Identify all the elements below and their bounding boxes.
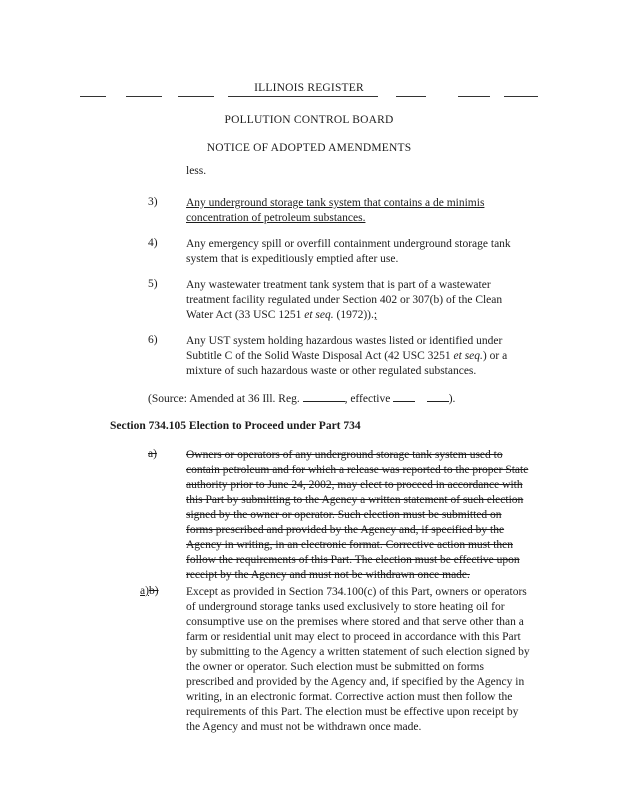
- item-line: concentration of petroleum substances.: [186, 212, 366, 224]
- paragraph-line: consumptive use on the premises where stored and that serve other than a: [186, 616, 524, 628]
- paragraph-line: the Agency and must not be withdrawn once made.: [186, 721, 422, 733]
- item-line: Any underground storage tank system that contains a de minimis: [186, 197, 485, 209]
- header-rule-segment: [228, 96, 378, 97]
- item-text: [186, 334, 556, 379]
- item-text: [186, 278, 556, 323]
- paragraph-line: this Part by submitting to the Agency a written statement of such election: [186, 494, 524, 506]
- item-line: Any emergency spill or overfill containment underground storage tank: [186, 238, 511, 250]
- paragraph-line: contain petroleum and for which a release was reported to the proper State: [186, 464, 529, 476]
- paragraph-line: Owners or operators of any underground storage tank system used to: [186, 449, 503, 461]
- paragraph-line: requirements of this Part. The election must be effective upon receipt by: [186, 706, 519, 718]
- paragraph-line: receipt by the Agency and must not be withdrawn once made.: [186, 569, 470, 581]
- continuation-text: less.: [186, 165, 207, 177]
- header-rule-segment: [126, 96, 162, 97]
- source-note: (Source: Amended at 36 Ill. Reg. , effective ).: [148, 390, 455, 407]
- item-text: [186, 237, 556, 267]
- header-rule-segment: [458, 96, 490, 97]
- item-line: Any UST system holding hazardous wastes listed or identified under: [186, 335, 503, 347]
- notice-title: NOTICE OF ADOPTED AMENDMENTS: [206, 142, 412, 154]
- header-rule-segment: [396, 96, 426, 97]
- paragraph-line: prescribed and provided by the Agency and, if specified by the Agency in: [186, 676, 525, 688]
- blank-volume: [303, 390, 345, 402]
- section-heading: Section 734.105 Election to Proceed under Part 734: [110, 420, 361, 432]
- paragraph-line: of underground storage tanks used exclusively to store heating oil for: [186, 601, 505, 613]
- blank-date: [427, 390, 449, 402]
- paragraph-line: farm or residential unit may elect to proceed in accordance with this Part: [186, 631, 521, 643]
- paragraph-line: follow the requirements of this Part. The election must be effective upon: [186, 554, 520, 566]
- paragraph-line: authority prior to June 24, 2002, may elect to proceed in accordance with: [186, 479, 523, 491]
- item-number: 3): [148, 196, 158, 208]
- paragraph-line: forms prescribed and provided by the Agency and, if specified by the: [186, 524, 505, 536]
- paragraph-line: signed by the owner or operator. Such election must be submitted on: [186, 509, 502, 521]
- paragraph-b-text: [186, 585, 546, 735]
- item-number: 6): [148, 334, 158, 346]
- paragraph-label-a: a): [148, 448, 157, 460]
- item-line: Any wastewater treatment tank system that is part of a wastewater: [186, 279, 491, 291]
- header-rule-segment: [178, 96, 214, 97]
- item-line: treatment facility regulated under Section 402 or 307(b) of the Clean: [186, 294, 503, 306]
- item-line: mixture of such hazardous waste or other regulated substances.: [186, 365, 477, 377]
- paragraph-line: the owner or operator. Such election must be submitted on forms: [186, 661, 484, 673]
- item-line: Subtitle C of the Solid Waste Disposal Act (42 USC 3251 et seq.) or a: [186, 350, 508, 362]
- blank-page: [393, 390, 415, 402]
- paragraph-line: Except as provided in Section 734.100(c) of this Part, owners or operators: [186, 586, 527, 598]
- item-text: [186, 196, 556, 226]
- item-number: 4): [148, 237, 158, 249]
- paragraph-a-text: [186, 448, 536, 583]
- header-rule-segment: [504, 96, 538, 97]
- paragraph-line: writing, in an electronic format. Corrective action must then follow the: [186, 691, 513, 703]
- board-name: POLLUTION CONTROL BOARD: [224, 114, 394, 126]
- header-rule-segment: [80, 96, 106, 97]
- register-title: ILLINOIS REGISTER: [254, 82, 364, 94]
- paragraph-label-b: a)b): [140, 585, 159, 597]
- item-number: 5): [148, 278, 158, 290]
- item-line: Water Act (33 USC 1251 et seq. (1972)).;: [186, 309, 378, 321]
- item-line: system that is expeditiously emptied after use.: [186, 253, 399, 265]
- paragraph-line: Agency in writing, in an electronic format. Corrective action must then: [186, 539, 514, 551]
- paragraph-line: by submitting to the Agency a written statement of such election signed by: [186, 646, 530, 658]
